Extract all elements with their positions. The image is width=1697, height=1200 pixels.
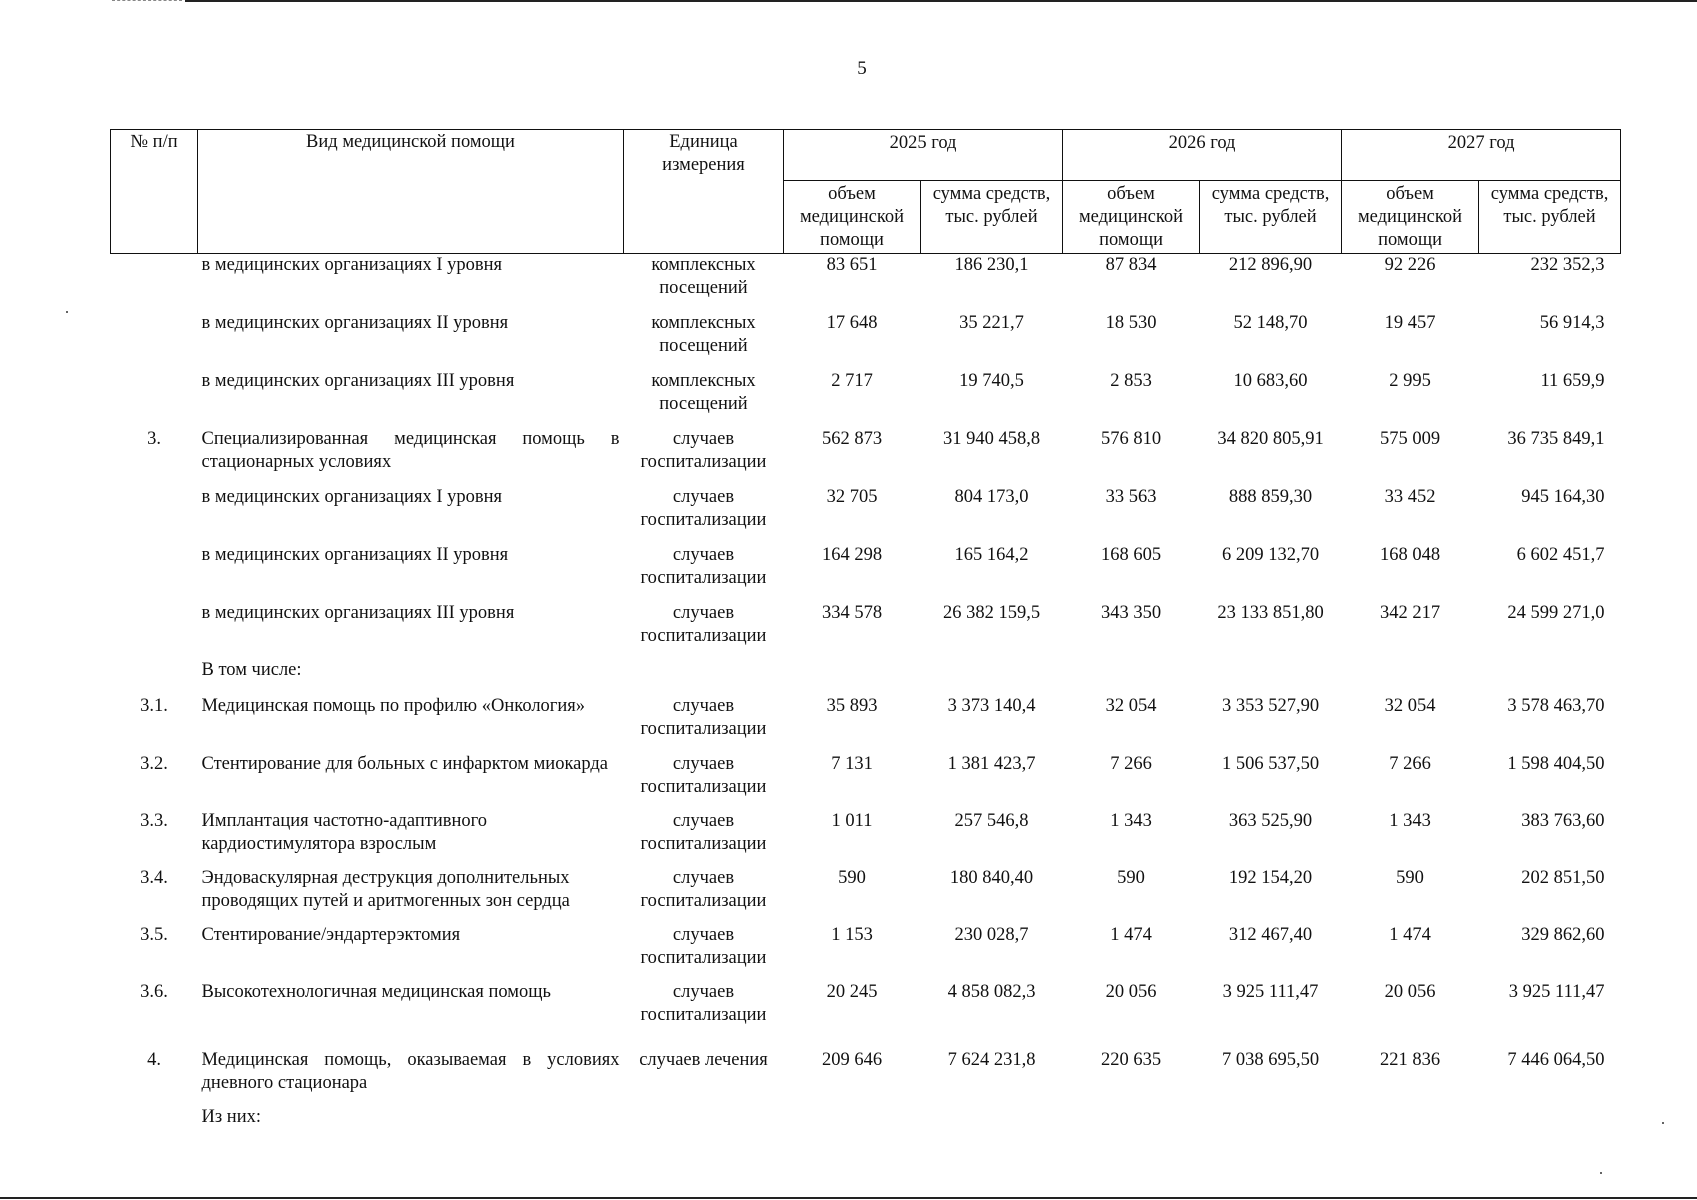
sum-2026: 34 820 805,91 — [1217, 428, 1324, 449]
sum-2025 — [921, 659, 1063, 695]
sum-2027: 36 735 849,1 — [1507, 428, 1605, 449]
sum-2027: 1 598 404,50 — [1507, 753, 1605, 774]
row-num — [111, 312, 198, 370]
sum-2027: 202 851,50 — [1521, 867, 1605, 888]
volume-2026 — [1063, 1106, 1200, 1140]
volume-2026 — [1063, 659, 1200, 695]
volume-2025: 2 717 — [831, 370, 873, 391]
row-unit: комплексных посещений — [651, 370, 756, 414]
row-num: 3.1. — [140, 695, 168, 716]
sum-2025 — [921, 1106, 1063, 1140]
table-row — [111, 1106, 1621, 1140]
volume-2027: 92 226 — [1342, 254, 1479, 312]
table-row — [111, 544, 1621, 602]
volume-2025: 1 011 — [831, 810, 873, 831]
volume-2027: 168 048 — [1379, 544, 1441, 565]
table-row — [111, 1049, 1621, 1106]
row-unit: случаев госпитализации — [640, 867, 767, 911]
row-unit: случаев госпитализации — [640, 924, 767, 968]
sum-2026: 888 859,30 — [1228, 486, 1313, 507]
table-row — [111, 867, 1621, 924]
volume-2027: 575 009 — [1379, 428, 1441, 449]
table-row — [111, 254, 1621, 312]
header-volume: объем медицинской помощи — [1342, 181, 1479, 254]
row-unit: случаев госпитализации — [640, 753, 767, 797]
scan-speck — [1600, 1172, 1602, 1174]
row-name: Стентирование для больных с инфарктом миокарда — [201, 753, 608, 774]
row-num: 3.2. — [140, 753, 168, 774]
volume-2026: 20 056 — [1105, 981, 1157, 1002]
volume-2025: 164 298 — [821, 544, 883, 565]
volume-2026: 87 834 — [1063, 254, 1200, 312]
volume-2026: 576 810 — [1100, 428, 1162, 449]
sum-2027: 329 862,60 — [1521, 924, 1605, 945]
volume-2027: 590 — [1396, 867, 1424, 888]
row-num — [111, 659, 198, 695]
volume-2026: 18 530 — [1105, 312, 1157, 333]
volume-2027: 33 452 — [1384, 486, 1436, 507]
volume-2026: 590 — [1117, 867, 1145, 888]
sum-2026: 212 896,90 — [1200, 254, 1342, 312]
volume-2025: 83 651 — [784, 254, 921, 312]
sum-2027: 24 599 271,0 — [1507, 602, 1605, 623]
header-unit: Единица измерения — [624, 130, 784, 254]
volume-2026: 7 266 — [1110, 753, 1152, 774]
sum-2025: 257 546,8 — [954, 810, 1029, 831]
sum-2027: 232 352,3 — [1479, 254, 1621, 312]
row-unit: случаев госпитализации — [640, 544, 767, 588]
row-num — [111, 1106, 198, 1140]
row-num: 3.5. — [140, 924, 168, 945]
volume-2026: 1 343 — [1110, 810, 1152, 831]
row-unit — [624, 1106, 784, 1140]
sum-2027: 383 763,60 — [1521, 810, 1605, 831]
header-sum: сумма средств, тыс. рублей — [1479, 181, 1621, 254]
sum-2027: 945 164,30 — [1521, 486, 1605, 507]
row-unit: случаев лечения — [639, 1049, 768, 1070]
volume-2027: 2 995 — [1389, 370, 1431, 391]
row-name: в медицинских организациях II уровня — [201, 544, 509, 565]
sum-2026: 23 133 851,80 — [1217, 602, 1324, 623]
table-row — [111, 753, 1621, 810]
row-num — [111, 602, 198, 659]
volume-2026: 168 605 — [1100, 544, 1162, 565]
header-year-2027: 2027 год — [1342, 130, 1621, 181]
volume-2027: 342 217 — [1379, 602, 1441, 623]
sum-2027: 3 925 111,47 — [1508, 981, 1605, 1002]
sum-2026: 1 506 537,50 — [1221, 753, 1320, 774]
row-unit: случаев госпитализации — [640, 695, 767, 739]
volume-2025: 7 131 — [831, 753, 873, 774]
row-name: в медицинских организациях III уровня — [201, 602, 515, 623]
sum-2026: 3 353 527,90 — [1221, 695, 1320, 716]
row-name: Эндоваскулярная деструкция дополнительных проводящих путей и аритмогенных зон сердца — [201, 867, 570, 911]
row-name: в медицинских организациях I уровня — [198, 254, 624, 312]
sum-2025: 19 740,5 — [959, 370, 1024, 391]
header-num: № п/п — [111, 130, 198, 254]
sum-2025: 7 624 231,8 — [947, 1049, 1036, 1070]
volume-2025 — [784, 1106, 921, 1140]
row-num: 3.3. — [140, 810, 168, 831]
bottom-rule — [0, 1197, 1697, 1199]
row-num: 3.6. — [140, 981, 168, 1002]
row-unit: комплексных посещений — [624, 254, 784, 312]
table-row — [111, 810, 1621, 867]
sum-2027: 56 914,3 — [1539, 312, 1605, 333]
volume-2026: 33 563 — [1105, 486, 1157, 507]
volume-2026: 32 054 — [1105, 695, 1157, 716]
sum-2026: 7 038 695,50 — [1221, 1049, 1320, 1070]
row-num — [111, 486, 198, 544]
row-unit: случаев госпитализации — [640, 428, 767, 472]
volume-2026: 1 474 — [1110, 924, 1152, 945]
volume-2026: 343 350 — [1100, 602, 1162, 623]
volume-2027 — [1342, 1106, 1479, 1140]
table-row — [111, 602, 1621, 659]
sum-2026: 192 154,20 — [1228, 867, 1313, 888]
row-num — [111, 254, 198, 312]
sum-2026: 363 525,90 — [1228, 810, 1313, 831]
header-care-type: Вид медицинской помощи — [198, 130, 624, 254]
header-volume: объем медицинской помощи — [1063, 181, 1200, 254]
volume-2027: 32 054 — [1384, 695, 1436, 716]
top-dashed-mark — [112, 0, 182, 1]
sum-2025: 35 221,7 — [959, 312, 1024, 333]
table-row — [111, 428, 1621, 486]
row-name: Имплантация частотно-адаптивного кардиостимулятора взрослым — [201, 810, 487, 854]
row-unit: случаев госпитализации — [640, 602, 767, 646]
volume-2027: 20 056 — [1384, 981, 1436, 1002]
sum-2025: 1 381 423,7 — [947, 753, 1036, 774]
volume-2025: 209 646 — [821, 1049, 883, 1070]
row-num: 3. — [147, 428, 161, 449]
row-name: Специализированная медицинская помощь в стационарных условиях — [201, 428, 620, 472]
sum-2025: 230 028,7 — [954, 924, 1029, 945]
scan-speck — [1662, 1122, 1664, 1124]
header-year-2026: 2026 год — [1063, 130, 1342, 181]
sum-2026 — [1200, 659, 1342, 695]
sum-2025: 31 940 458,8 — [942, 428, 1041, 449]
volume-2025: 35 893 — [826, 695, 878, 716]
row-unit: случаев госпитализации — [640, 981, 767, 1025]
table-row — [111, 370, 1621, 428]
volume-2025: 562 873 — [821, 428, 883, 449]
volume-2025: 32 705 — [826, 486, 878, 507]
sum-2026 — [1200, 1106, 1342, 1140]
row-name: Высокотехнологичная медицинская помощь — [201, 981, 551, 1002]
sum-2026: 3 925 111,47 — [1222, 981, 1319, 1002]
volume-2025 — [784, 659, 921, 695]
row-unit — [624, 659, 784, 695]
volume-2026: 220 635 — [1100, 1049, 1162, 1070]
table-row — [111, 981, 1621, 1049]
sum-2027 — [1479, 659, 1621, 695]
table-row — [111, 924, 1621, 981]
row-num — [111, 544, 198, 602]
top-rule — [185, 0, 1697, 2]
volume-2025: 590 — [838, 867, 866, 888]
volume-2027: 221 836 — [1379, 1049, 1441, 1070]
row-unit: комплексных посещений — [651, 312, 756, 356]
row-num — [111, 370, 198, 428]
volume-2025: 1 153 — [831, 924, 873, 945]
row-name: Медицинская помощь, оказываемая в условиях дневного стационара — [201, 1049, 620, 1093]
table-header — [111, 130, 1621, 254]
row-name: Медицинская помощь по профилю «Онкология» — [201, 695, 586, 716]
table-row — [111, 486, 1621, 544]
row-name: в медицинских организациях I уровня — [201, 486, 503, 507]
volume-2027: 1 474 — [1389, 924, 1431, 945]
sum-2027: 3 578 463,70 — [1507, 695, 1605, 716]
sum-2027 — [1479, 1106, 1621, 1140]
sum-2025: 186 230,1 — [921, 254, 1063, 312]
row-num: 3.4. — [140, 867, 168, 888]
sum-2025: 165 164,2 — [954, 544, 1029, 565]
volume-2027: 19 457 — [1384, 312, 1436, 333]
row-name: в медицинских организациях II уровня — [201, 312, 509, 333]
volume-2027 — [1342, 659, 1479, 695]
volume-2027: 1 343 — [1389, 810, 1431, 831]
sum-2025: 804 173,0 — [954, 486, 1029, 507]
volume-2025: 17 648 — [826, 312, 878, 333]
medical-care-volume-table — [110, 129, 1621, 1140]
volume-2025: 20 245 — [826, 981, 878, 1002]
sum-2027: 7 446 064,50 — [1507, 1049, 1605, 1070]
sum-2025: 26 382 159,5 — [942, 602, 1041, 623]
sum-2027: 11 659,9 — [1540, 370, 1605, 391]
header-sum: сумма средств, тыс. рублей — [1200, 181, 1342, 254]
row-unit: случаев госпитализации — [640, 486, 767, 530]
volume-2025: 334 578 — [821, 602, 883, 623]
sum-2026: 312 467,40 — [1228, 924, 1313, 945]
sum-2026: 52 148,70 — [1233, 312, 1308, 333]
sum-2026: 6 209 132,70 — [1221, 544, 1320, 565]
volume-2026: 2 853 — [1110, 370, 1152, 391]
sum-2026: 10 683,60 — [1233, 370, 1308, 391]
volume-2027: 7 266 — [1389, 753, 1431, 774]
header-sum: сумма средств, тыс. рублей — [921, 181, 1063, 254]
table-body — [111, 254, 1621, 1140]
scan-speck — [66, 311, 68, 313]
sum-2027: 6 602 451,7 — [1516, 544, 1605, 565]
sum-2025: 3 373 140,4 — [947, 695, 1036, 716]
table-row — [111, 695, 1621, 753]
row-name: В том числе: — [201, 659, 302, 680]
sum-2025: 180 840,40 — [949, 867, 1034, 888]
sum-2025: 4 858 082,3 — [947, 981, 1036, 1002]
header-year-2025: 2025 год — [784, 130, 1063, 181]
row-name: Из них: — [201, 1106, 261, 1127]
table-row — [111, 312, 1621, 370]
row-num: 4. — [147, 1049, 161, 1070]
table-row — [111, 659, 1621, 695]
header-volume: объем медицинской помощи — [784, 181, 921, 254]
page-number: 5 — [857, 58, 867, 79]
row-name: в медицинских организациях III уровня — [201, 370, 515, 391]
row-unit: случаев госпитализации — [640, 810, 767, 854]
row-name: Стентирование/эндартерэктомия — [201, 924, 461, 945]
